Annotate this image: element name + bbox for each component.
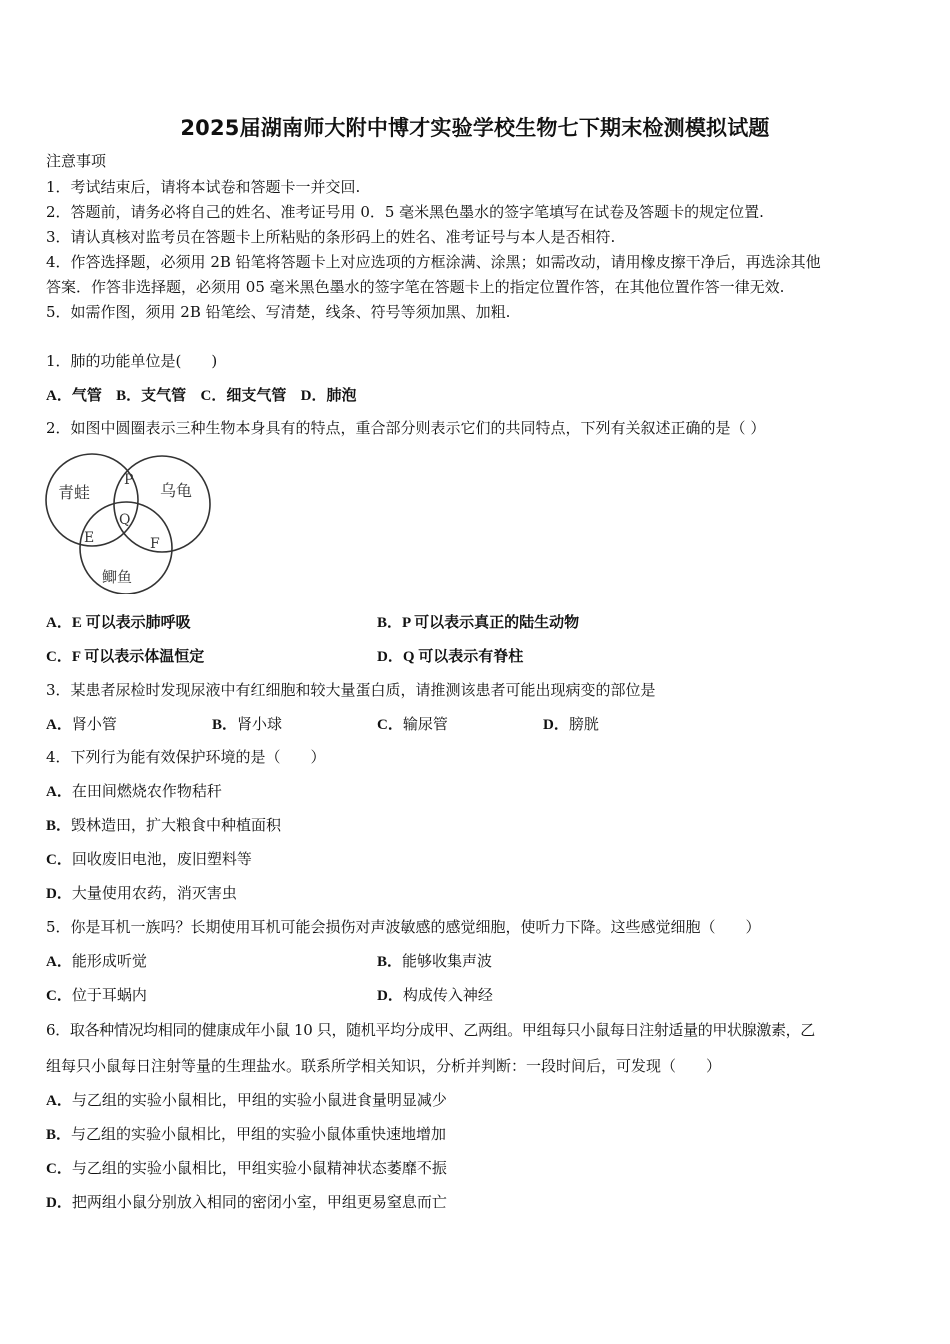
notice-item: 3．请认真核对监考员在答题卡上所粘贴的条形码上的姓名、准考证号与本人是否相符. [46,228,616,246]
q3-option-d: D．膀胱 [543,715,599,733]
question-1-stem: 1．肺的功能单位是( ) [46,352,218,370]
question-2-stem: 2．如图中圆圈表示三种生物本身具有的特点，重合部分则表示它们的共同特点，下列有关叙述正确的是（ ） [46,419,766,437]
question-5-stem: 5．你是耳机一族吗？长期使用耳机可能会损伤对声波敏感的感觉细胞，使听力下降。这些感觉细胞（ ） [46,918,761,936]
venn-label-fish: 鲫鱼 [102,568,133,586]
q6-option-c: C．与乙组的实验小鼠相比，甲组实验小鼠精神状态萎靡不振 [46,1159,447,1177]
q6-option-a: A．与乙组的实验小鼠相比，甲组的实验小鼠进食量明显减少 [46,1091,447,1109]
q2-option-c: C．F 可以表示体温恒定 [46,649,205,665]
q5-option-c: C．位于耳蜗内 [46,986,147,1004]
question-3-stem: 3．某患者尿检时发现尿液中有红细胞和较大量蛋白质，请推测该患者可能出现病变的部位是 [46,681,656,699]
notice-item: 4．作答选择题，必须用 2B 铅笔将答题卡上对应选项的方框涂满、涂黑；如需改动，请用橡皮擦干净后，再选涂其他 [46,253,821,271]
q4-option-d: D．大量使用农药，消灭害虫 [46,884,237,902]
venn-circle-turtle [114,456,210,552]
q4-option-a: A．在田间燃烧农作物秸秆 [46,782,222,800]
q1-option-c: C．细支气管 [200,388,287,404]
question-6-stem-line2: 组每只小鼠每日注射等量的生理盐水。联系所学相关知识，分析并判断：一段时间后，可发现（ ） [46,1057,722,1075]
venn-label-turtle: 乌龟 [160,481,193,500]
notice-item: 2．答题前，请务必将自己的姓名、准考证号用 0．5 毫米黑色墨水的签字笔填写在试卷及答题卡的规定位置. [46,203,764,221]
q4-option-c: C．回收废旧电池，废旧塑料等 [46,850,252,868]
q4-option-b: B．毁林造田，扩大粮食中种植面积 [46,816,282,834]
question-1-options [46,385,356,406]
q1-option-d: D．肺泡 [300,388,357,404]
question-6-stem-line1: 6．取各种情况均相同的健康成年小鼠 10 只，随机平均分成甲、乙两组。甲组每只小鼠每日注射适量的甲状腺激素，乙 [46,1021,815,1039]
q3-option-b: B．肾小球 [212,715,283,733]
q2-option-d: D．Q 可以表示有脊柱 [377,649,524,665]
notice-item: 5．如需作图，须用 2B 铅笔绘、写清楚，线条、符号等须加黑、加粗. [46,303,511,321]
q2-option-a: A．E 可以表示肺呼吸 [46,615,191,631]
q1-option-a: A．气管 [46,388,102,404]
notice-item: 答案．作答非选择题，必须用 05 毫米黑色墨水的签字笔在答题卡上的指定位置作答，在其他位置作答一律无效. [46,278,785,296]
question-4-stem: 4．下列行为能有效保护环境的是（ ） [46,748,326,766]
q1-option-b: B．支气管 [116,388,187,404]
venn-diagram [44,448,216,594]
q3-option-a: A．肾小管 [46,715,117,733]
q5-option-b: B．能够收集声波 [377,952,493,970]
q5-option-d: D．构成传入神经 [377,986,493,1004]
q6-option-b: B．与乙组的实验小鼠相比，甲组的实验小鼠体重快速地增加 [46,1125,447,1143]
venn-label-frog: 青蛙 [58,483,91,502]
q3-option-c: C．输尿管 [377,715,448,733]
q6-option-d: D．把两组小鼠分别放入相同的密闭小室，甲组更易窒息而亡 [46,1193,447,1211]
notice-item: 1．考试结束后，请将本试卷和答题卡一并交回. [46,178,361,196]
q2-option-b: B．P 可以表示真正的陆生动物 [377,615,580,631]
page-title: 2025届湖南师大附中博才实验学校生物七下期末检测模拟试题 [180,116,770,140]
venn-label-e: E [84,530,95,546]
q5-option-a: A．能形成听觉 [46,952,147,970]
notice-heading: 注意事项 [46,152,107,170]
venn-label-f: F [150,536,160,552]
venn-label-p: P [124,472,134,488]
venn-label-q: Q [119,512,131,528]
